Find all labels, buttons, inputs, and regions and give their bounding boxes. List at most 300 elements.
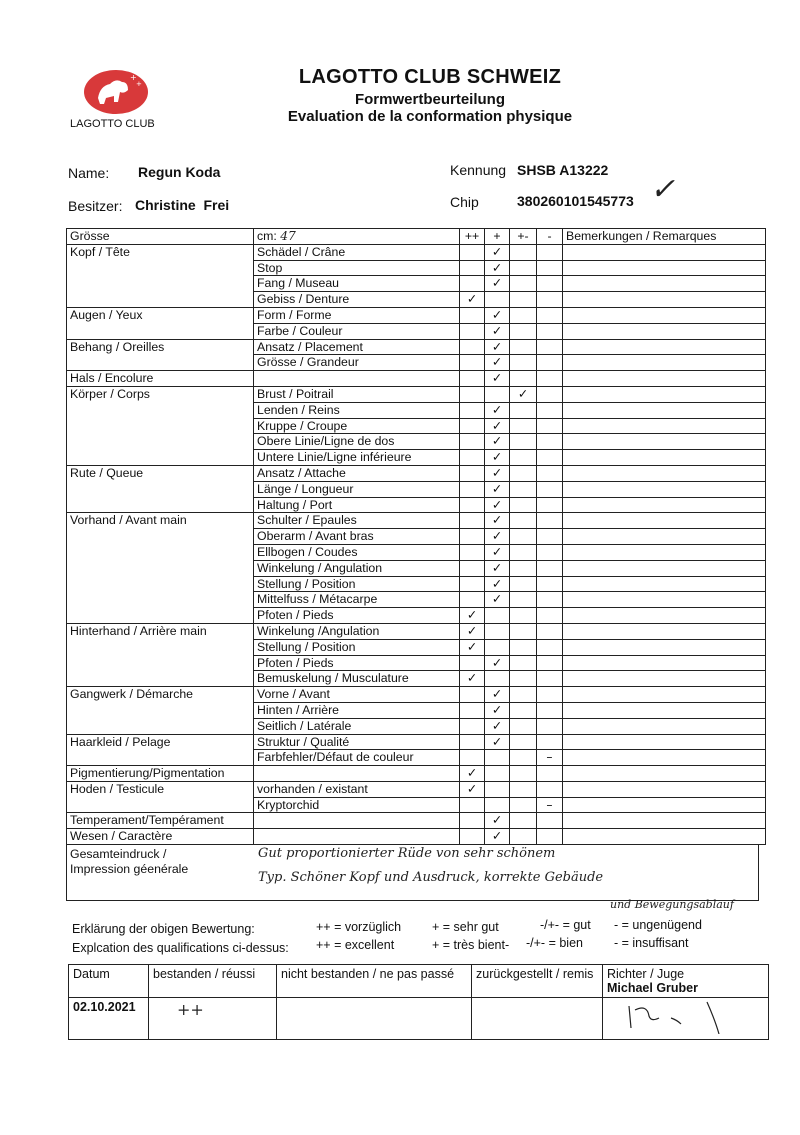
evaluation-row	[67, 465, 766, 481]
row-criterion: Ansatz / Attache	[254, 465, 460, 481]
row-criterion: Obere Linie/Ligne de dos	[254, 434, 460, 450]
score-very-good-cell	[485, 244, 510, 260]
score-good-cell	[510, 529, 537, 545]
check-mark: ✓	[491, 497, 503, 512]
score-insufficient-cell	[537, 639, 563, 655]
chip-check-mark: ✓	[650, 172, 676, 207]
check-mark: ✓	[491, 465, 503, 480]
overall-label-fr: Impression géenérale	[70, 862, 189, 876]
result-value-row	[69, 998, 769, 1040]
svg-text:+: +	[136, 80, 142, 88]
score-insufficient-cell	[537, 292, 563, 308]
row-remarks	[563, 718, 766, 734]
row-category	[67, 323, 254, 339]
result-table	[68, 964, 769, 1040]
score-excellent-cell	[460, 450, 485, 466]
overall-label-de: Gesamteindruck /	[70, 847, 167, 861]
header-size: Grösse	[67, 229, 254, 245]
score-very-good-cell	[485, 386, 510, 402]
score-very-good-cell	[485, 418, 510, 434]
score-good-cell	[510, 781, 537, 797]
score-good-cell	[510, 560, 537, 576]
logo-caption: LAGOTTO CLUB	[70, 118, 155, 130]
row-remarks	[563, 766, 766, 782]
score-good-cell	[510, 702, 537, 718]
check-mark: ✓	[491, 829, 503, 844]
score-excellent-cell	[460, 655, 485, 671]
id-value: SHSB A13222	[517, 162, 609, 178]
evaluation-row	[67, 576, 766, 592]
score-insufficient-cell	[537, 781, 563, 797]
score-excellent-cell	[460, 402, 485, 418]
evaluation-row	[67, 513, 766, 529]
judge-cell	[603, 965, 769, 998]
failed-value	[277, 998, 472, 1040]
row-remarks	[563, 560, 766, 576]
row-category	[67, 671, 254, 687]
header-remarks: Bemerkungen / Remarques	[563, 229, 766, 245]
score-insufficient-cell	[537, 307, 563, 323]
score-insufficient-cell	[537, 560, 563, 576]
row-remarks	[563, 371, 766, 387]
score-very-good-cell	[485, 592, 510, 608]
row-category	[67, 450, 254, 466]
score-very-good-cell	[485, 734, 510, 750]
legend-de-label: Erklärung der obigen Bewertung:	[72, 922, 255, 936]
legend-de-insufficient: - = ungenügend	[614, 918, 702, 932]
header-good: +-	[510, 229, 537, 245]
row-criterion: Farbe / Couleur	[254, 323, 460, 339]
row-criterion: Winkelung /Angulation	[254, 623, 460, 639]
score-very-good-cell	[485, 813, 510, 829]
score-very-good-cell	[485, 481, 510, 497]
score-good-cell	[510, 355, 537, 371]
row-category	[67, 592, 254, 608]
row-remarks	[563, 639, 766, 655]
deferred-value	[472, 998, 603, 1040]
row-category: Behang / Oreilles	[67, 339, 254, 355]
chip-label: Chip	[450, 194, 479, 210]
score-excellent-cell	[460, 734, 485, 750]
dash-mark: –	[546, 797, 553, 812]
score-excellent-cell	[460, 418, 485, 434]
legend-fr-label: Explcation des qualifications ci-dessus:	[72, 941, 289, 955]
evaluation-row	[67, 544, 766, 560]
row-category	[67, 529, 254, 545]
evaluation-row	[67, 450, 766, 466]
score-insufficient-cell	[537, 513, 563, 529]
check-mark: ✓	[466, 639, 478, 654]
score-good-cell	[510, 434, 537, 450]
check-mark: ✓	[491, 734, 503, 749]
score-very-good-cell	[485, 339, 510, 355]
check-mark: ✓	[491, 450, 503, 465]
score-insufficient-cell	[537, 813, 563, 829]
evaluation-row	[67, 655, 766, 671]
row-remarks	[563, 576, 766, 592]
score-excellent-cell	[460, 260, 485, 276]
row-category: Pigmentierung/Pigmentation	[67, 766, 254, 782]
evaluation-row	[67, 402, 766, 418]
row-criterion: Fang / Museau	[254, 276, 460, 292]
evaluation-row	[67, 718, 766, 734]
id-label: Kennung	[450, 162, 507, 178]
score-insufficient-cell	[537, 750, 563, 766]
score-good-cell	[510, 465, 537, 481]
score-excellent-cell	[460, 386, 485, 402]
score-excellent-cell	[460, 355, 485, 371]
row-remarks	[563, 418, 766, 434]
row-criterion: Brust / Poitrail	[254, 386, 460, 402]
row-criterion: Seitlich / Latérale	[254, 718, 460, 734]
score-excellent-cell	[460, 623, 485, 639]
check-mark: ✓	[491, 418, 503, 433]
row-criterion	[254, 766, 460, 782]
score-excellent-cell	[460, 781, 485, 797]
check-mark: ✓	[491, 576, 503, 591]
row-category	[67, 260, 254, 276]
score-excellent-cell	[460, 244, 485, 260]
row-criterion: Länge / Longueur	[254, 481, 460, 497]
check-mark: ✓	[491, 402, 503, 417]
check-mark: ✓	[491, 260, 503, 275]
score-insufficient-cell	[537, 702, 563, 718]
date-value: 02.10.2021	[69, 998, 149, 1040]
row-criterion: Stop	[254, 260, 460, 276]
row-criterion: Form / Forme	[254, 307, 460, 323]
score-excellent-cell	[460, 513, 485, 529]
score-excellent-cell	[460, 797, 485, 813]
score-very-good-cell	[485, 497, 510, 513]
check-mark: ✓	[491, 371, 503, 386]
row-category	[67, 418, 254, 434]
score-very-good-cell	[485, 402, 510, 418]
row-remarks	[563, 244, 766, 260]
score-very-good-cell	[485, 829, 510, 845]
row-remarks	[563, 386, 766, 402]
row-criterion: vorhanden / existant	[254, 781, 460, 797]
row-remarks	[563, 781, 766, 797]
score-good-cell	[510, 402, 537, 418]
evaluation-row	[67, 307, 766, 323]
evaluation-row	[67, 797, 766, 813]
subtitle-de: Formwertbeurteilung	[354, 91, 505, 108]
evaluation-table	[66, 228, 766, 845]
evaluation-row	[67, 781, 766, 797]
passed-value: ++	[149, 998, 277, 1040]
overall-remark-line3: und Bewegungsablauf	[610, 898, 734, 911]
score-very-good-cell	[485, 671, 510, 687]
score-insufficient-cell	[537, 260, 563, 276]
check-mark: ✓	[491, 323, 503, 338]
check-mark: ✓	[491, 339, 503, 354]
score-insufficient-cell	[537, 655, 563, 671]
evaluation-row	[67, 750, 766, 766]
score-excellent-cell	[460, 639, 485, 655]
row-remarks	[563, 450, 766, 466]
score-good-cell	[510, 292, 537, 308]
row-remarks	[563, 592, 766, 608]
row-remarks	[563, 702, 766, 718]
check-mark: ✓	[491, 592, 503, 607]
score-excellent-cell	[460, 687, 485, 703]
score-insufficient-cell	[537, 276, 563, 292]
check-mark: ✓	[491, 687, 503, 702]
score-good-cell	[510, 639, 537, 655]
evaluation-row	[67, 639, 766, 655]
row-category	[67, 544, 254, 560]
score-good-cell	[510, 623, 537, 639]
row-remarks	[563, 339, 766, 355]
evaluation-row	[67, 608, 766, 624]
row-remarks	[563, 260, 766, 276]
row-category: Kopf / Tête	[67, 244, 254, 260]
row-category: Hals / Encolure	[67, 371, 254, 387]
score-very-good-cell	[485, 465, 510, 481]
score-very-good-cell	[485, 513, 510, 529]
result-header-row	[69, 965, 769, 998]
legend-de-very-good: + = sehr gut	[432, 920, 499, 934]
row-remarks	[563, 671, 766, 687]
header-very-good: +	[485, 229, 510, 245]
legend-de-good: -/+- = gut	[540, 918, 591, 932]
score-good-cell	[510, 371, 537, 387]
score-good-cell	[510, 276, 537, 292]
score-excellent-cell	[460, 307, 485, 323]
deferred-label: zurückgestellt / remis	[472, 965, 603, 998]
score-excellent-cell	[460, 702, 485, 718]
row-category	[67, 560, 254, 576]
check-mark: ✓	[491, 481, 503, 496]
row-criterion	[254, 813, 460, 829]
score-excellent-cell	[460, 671, 485, 687]
score-very-good-cell	[485, 623, 510, 639]
row-criterion: Pfoten / Pieds	[254, 608, 460, 624]
club-logo	[82, 68, 150, 116]
row-remarks	[563, 544, 766, 560]
row-criterion: Stellung / Position	[254, 639, 460, 655]
passed-label: bestanden / réussi	[149, 965, 277, 998]
row-category	[67, 702, 254, 718]
score-insufficient-cell	[537, 244, 563, 260]
score-excellent-cell	[460, 813, 485, 829]
score-very-good-cell	[485, 260, 510, 276]
row-category: Wesen / Caractère	[67, 829, 254, 845]
row-category	[67, 576, 254, 592]
evaluation-row	[67, 292, 766, 308]
row-remarks	[563, 465, 766, 481]
row-remarks	[563, 513, 766, 529]
row-category	[67, 750, 254, 766]
score-insufficient-cell	[537, 529, 563, 545]
score-excellent-cell	[460, 608, 485, 624]
row-criterion	[254, 829, 460, 845]
check-mark: ✓	[491, 513, 503, 528]
row-category	[67, 276, 254, 292]
score-very-good-cell	[485, 307, 510, 323]
score-good-cell	[510, 450, 537, 466]
owner-label: Besitzer:	[68, 198, 123, 214]
evaluation-row	[67, 418, 766, 434]
score-insufficient-cell	[537, 671, 563, 687]
date-label: Datum	[69, 965, 149, 998]
score-good-cell	[510, 418, 537, 434]
row-criterion: Haltung / Port	[254, 497, 460, 513]
row-category	[67, 639, 254, 655]
failed-label: nicht bestanden / ne pas passé	[277, 965, 472, 998]
score-good-cell	[510, 339, 537, 355]
row-criterion: Schulter / Epaules	[254, 513, 460, 529]
row-criterion: Winkelung / Angulation	[254, 560, 460, 576]
check-mark: ✓	[466, 671, 478, 686]
score-good-cell	[510, 481, 537, 497]
legend-fr-good: -/+- = bien	[526, 936, 583, 950]
score-insufficient-cell	[537, 797, 563, 813]
row-remarks	[563, 750, 766, 766]
score-good-cell	[510, 386, 537, 402]
score-very-good-cell	[485, 434, 510, 450]
check-mark: ✓	[466, 292, 478, 307]
check-mark: ✓	[491, 718, 503, 733]
header-insufficient: -	[537, 229, 563, 245]
score-excellent-cell	[460, 592, 485, 608]
check-mark: ✓	[491, 434, 503, 449]
score-very-good-cell	[485, 544, 510, 560]
row-remarks	[563, 623, 766, 639]
score-very-good-cell	[485, 529, 510, 545]
evaluation-row	[67, 355, 766, 371]
score-insufficient-cell	[537, 544, 563, 560]
row-category	[67, 292, 254, 308]
evaluation-row	[67, 623, 766, 639]
overall-remark-line2: Typ. Schöner Kopf und Ausdruck, korrekte Gebäude	[258, 870, 604, 885]
row-criterion: Struktur / Qualité	[254, 734, 460, 750]
evaluation-row	[67, 734, 766, 750]
row-remarks	[563, 655, 766, 671]
check-mark: ✓	[491, 560, 503, 575]
score-very-good-cell	[485, 750, 510, 766]
score-excellent-cell	[460, 544, 485, 560]
evaluation-row	[67, 386, 766, 402]
evaluation-row	[67, 497, 766, 513]
score-good-cell	[510, 307, 537, 323]
row-category: Hinterhand / Arrière main	[67, 623, 254, 639]
check-mark: ✓	[466, 766, 478, 781]
evaluation-row	[67, 766, 766, 782]
evaluation-row	[67, 529, 766, 545]
row-category	[67, 608, 254, 624]
score-insufficient-cell	[537, 402, 563, 418]
row-criterion	[254, 371, 460, 387]
row-criterion: Bemuskelung / Musculature	[254, 671, 460, 687]
check-mark: ✓	[491, 276, 503, 291]
check-mark: ✓	[466, 781, 478, 796]
legend-fr-excellent: ++ = excellent	[316, 938, 395, 952]
row-remarks	[563, 276, 766, 292]
score-excellent-cell	[460, 339, 485, 355]
score-good-cell	[510, 513, 537, 529]
evaluation-row	[67, 434, 766, 450]
score-very-good-cell	[485, 292, 510, 308]
score-excellent-cell	[460, 829, 485, 845]
score-insufficient-cell	[537, 481, 563, 497]
score-very-good-cell	[485, 560, 510, 576]
row-criterion: Schädel / Crâne	[254, 244, 460, 260]
check-mark: ✓	[491, 702, 503, 717]
row-category: Haarkleid / Pelage	[67, 734, 254, 750]
table-header-row	[67, 229, 766, 245]
score-very-good-cell	[485, 797, 510, 813]
check-mark: ✓	[491, 813, 503, 828]
evaluation-row	[67, 560, 766, 576]
row-criterion: Pfoten / Pieds	[254, 655, 460, 671]
score-very-good-cell	[485, 718, 510, 734]
row-criterion: Hinten / Arrière	[254, 702, 460, 718]
score-good-cell	[510, 829, 537, 845]
row-category	[67, 718, 254, 734]
signature-graphic	[607, 1000, 757, 1034]
row-criterion: Lenden / Reins	[254, 402, 460, 418]
row-category: Rute / Queue	[67, 465, 254, 481]
score-very-good-cell	[485, 323, 510, 339]
row-criterion: Mittelfuss / Métacarpe	[254, 592, 460, 608]
score-insufficient-cell	[537, 766, 563, 782]
score-very-good-cell	[485, 276, 510, 292]
row-category	[67, 497, 254, 513]
score-insufficient-cell	[537, 734, 563, 750]
score-insufficient-cell	[537, 576, 563, 592]
legend-fr-insufficient: - = insuffisant	[614, 936, 689, 950]
row-category	[67, 797, 254, 813]
svg-text:+: +	[130, 73, 137, 82]
score-good-cell	[510, 323, 537, 339]
row-remarks	[563, 687, 766, 703]
row-criterion: Farbfehler/Défaut de couleur	[254, 750, 460, 766]
score-excellent-cell	[460, 718, 485, 734]
row-remarks	[563, 813, 766, 829]
legend-fr-very-good: + = très bient-	[432, 938, 510, 952]
row-remarks	[563, 797, 766, 813]
row-criterion: Ansatz / Placement	[254, 339, 460, 355]
score-good-cell	[510, 750, 537, 766]
name-value: Regun Koda	[138, 164, 221, 180]
row-remarks	[563, 402, 766, 418]
score-very-good-cell	[485, 355, 510, 371]
score-good-cell	[510, 544, 537, 560]
score-excellent-cell	[460, 292, 485, 308]
score-excellent-cell	[460, 276, 485, 292]
score-excellent-cell	[460, 465, 485, 481]
check-mark: ✓	[466, 608, 478, 623]
score-very-good-cell	[485, 655, 510, 671]
row-criterion: Vorne / Avant	[254, 687, 460, 703]
check-mark: ✓	[491, 244, 503, 259]
score-very-good-cell	[485, 608, 510, 624]
cm-value: 47	[280, 229, 296, 243]
score-good-cell	[510, 576, 537, 592]
header-cm: cm: 47	[254, 229, 460, 245]
judge-signature	[603, 998, 769, 1040]
row-category	[67, 481, 254, 497]
evaluation-row	[67, 829, 766, 845]
row-criterion: Oberarm / Avant bras	[254, 529, 460, 545]
name-label: Name:	[68, 165, 110, 181]
score-very-good-cell	[485, 702, 510, 718]
row-criterion: Gebiss / Denture	[254, 292, 460, 308]
score-good-cell	[510, 671, 537, 687]
score-insufficient-cell	[537, 718, 563, 734]
check-mark: ✓	[491, 544, 503, 559]
